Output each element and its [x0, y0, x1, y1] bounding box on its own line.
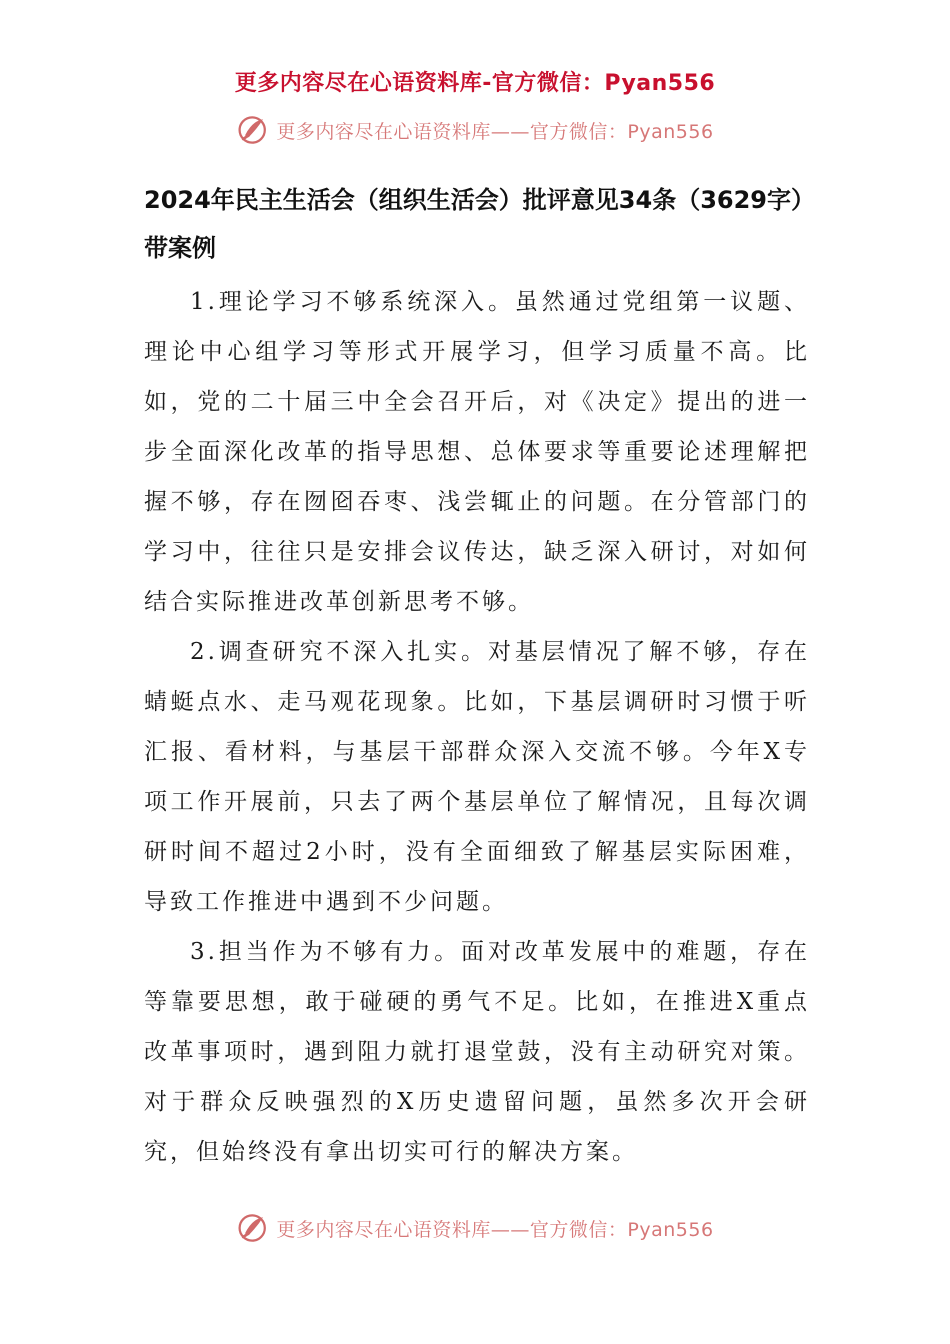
watermark-text — [276, 117, 713, 144]
watermark-id: Pyan556 — [627, 1218, 714, 1241]
watermark-label: 更多内容尽在心语资料库——官方微信： — [276, 1218, 628, 1241]
document-title: 2024年民主生活会（组织生活会）批评意见34条（3629字）带案例 — [144, 186, 803, 262]
document-body — [144, 277, 810, 1177]
watermark-label: 更多内容尽在心语资料库——官方微信： — [276, 120, 628, 143]
watermark-bottom — [0, 1210, 950, 1246]
top-banner: 更多内容尽在心语资料库-官方微信：Pyan556 — [234, 71, 716, 96]
watermark-text — [276, 1215, 713, 1242]
brush-logo-icon — [236, 112, 272, 148]
brush-logo-icon — [236, 1210, 272, 1246]
paragraph-2: 2.调查研究不深入扎实。对基层情况了解不够，存在蜻蜓点水、走马观花现象。比如，下基层调研时习惯于听汇报、看材料，与基层干部群众深入交流不够。今年X专项工作开展前，只去了两个基层单位了解情况，且每次调研时间不超过2小时，没有全面细致了解基层实际困难，导致工作推进中遇到不少问题。 — [144, 639, 810, 915]
paragraph-3: 3.担当作为不够有力。面对改革发展中的难题，存在等靠要思想，敢于碰硬的勇气不足。比如，在推进X重点改革事项时，遇到阻力就打退堂鼓，没有主动研究对策。对于群众反映强烈的X历史遗留问题，虽然多次开会研究，但始终没有拿出切实可行的解决方案。 — [144, 939, 810, 1165]
watermark-id: Pyan556 — [627, 120, 714, 143]
paragraph-1: 1.理论学习不够系统深入。虽然通过党组第一议题、理论中心组学习等形式开展学习，但学习质量不高。比如，党的二十届三中全会召开后，对《决定》提出的进一步全面深化改革的指导思想、总体要求等重要论述理解把握不够，存在囫囵吞枣、浅尝辄止的问题。在分管部门的学习中，往往只是安排会议传达，缺乏深入研讨，对如何结合实际推进改革创新思考不够。 — [144, 289, 810, 615]
watermark-top — [0, 112, 950, 148]
